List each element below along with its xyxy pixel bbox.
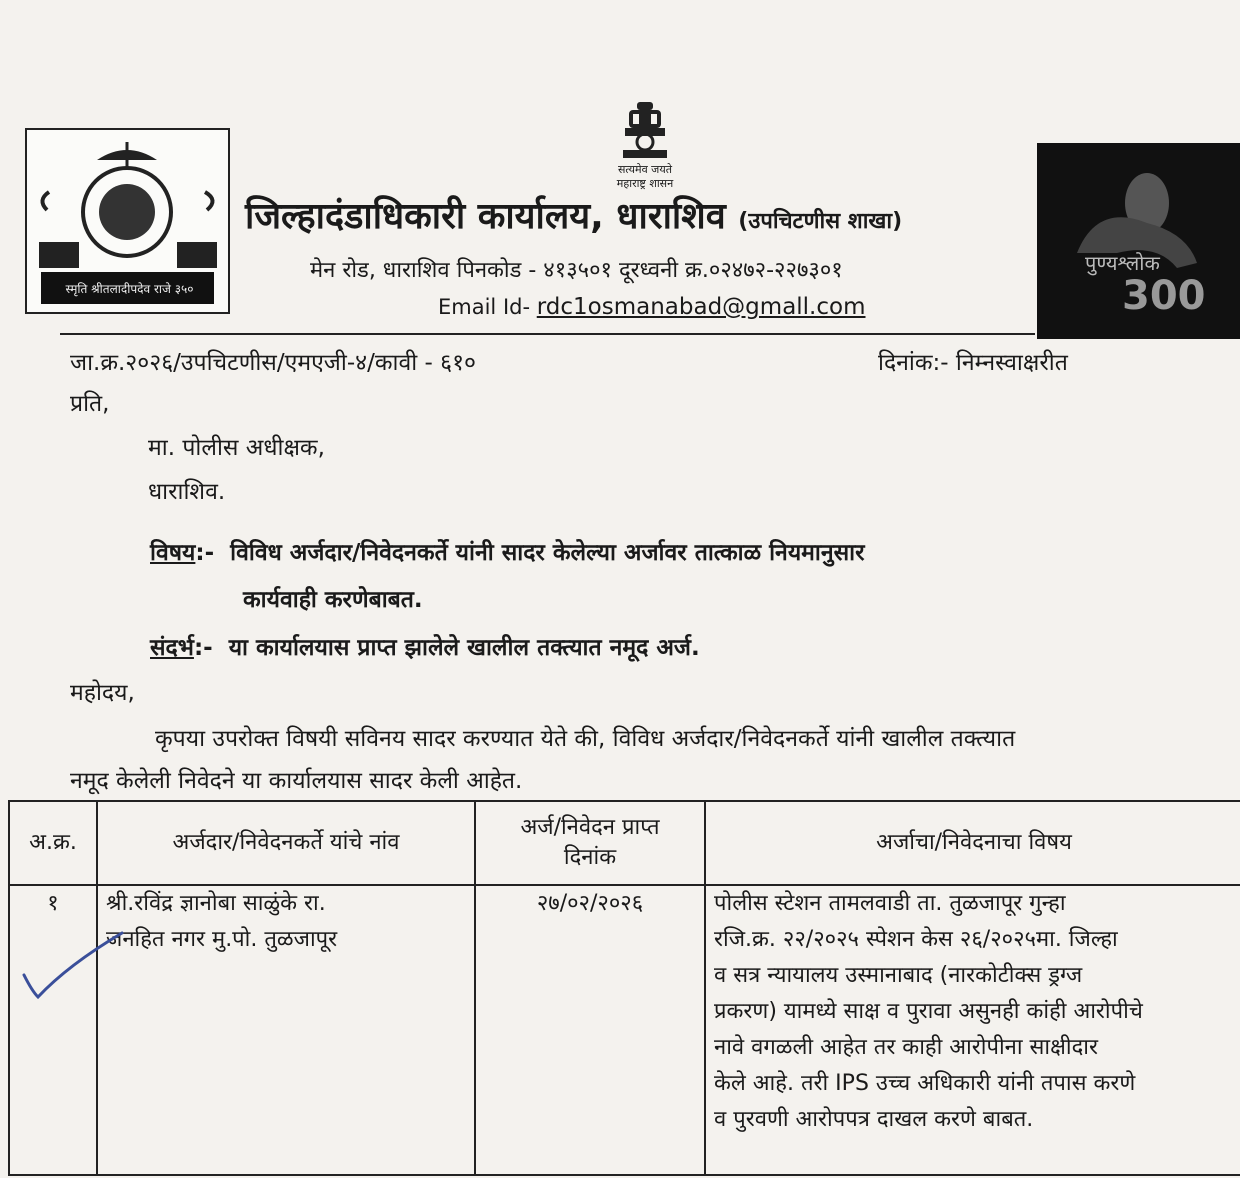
- cell-subject-line: रजि.क्र. २२/२०२५ स्पेशन केस २६/२०२५मा. जिल्हा: [714, 927, 1118, 952]
- header-date-line1: अर्ज/निवेदन प्राप्त: [520, 815, 660, 840]
- to-label: प्रति,: [70, 391, 110, 417]
- cell-subject-line: व सत्र न्यायालय उस्मानाबाद (नारकोटीक्स ड्रग्ज: [714, 963, 1083, 988]
- cell-subject: [705, 885, 1240, 1175]
- national-emblem: [600, 100, 690, 190]
- cell-name: [97, 885, 475, 1175]
- header-name: अर्जदार/निवेदनकर्ते यांचे नांव: [97, 801, 475, 885]
- cell-date: २७/०२/२०२६: [475, 885, 705, 1175]
- subject-label: विषय: [150, 540, 196, 566]
- subject: [150, 535, 865, 567]
- commemorative-logo: [1037, 143, 1240, 339]
- office-branch: (उपचिटणीस शाखा): [738, 209, 903, 234]
- subject-text-cont: कार्यवाही करणेबाबत.: [243, 587, 423, 613]
- district-logo: [25, 128, 230, 314]
- email-link[interactable]: rdc1osmanabad@gmall.com: [536, 294, 866, 320]
- cell-name-line1: श्री.रविंद्र ज्ञानोबा साळुंके रा.: [106, 891, 326, 916]
- reference-label: संदर्भ: [150, 635, 194, 661]
- emblem-motto: सत्यमेव जयते: [617, 163, 672, 176]
- cell-subject-line: केले आहे. तरी IPS उच्च अधिकारी यांनी तपास करणे: [714, 1071, 1136, 1096]
- email-label: Email Id-: [438, 295, 531, 319]
- office-email: [438, 294, 866, 320]
- reference-number: जा.क्र.२०२६/उपचिटणीस/एमएजी-४/कावी - ६१०: [70, 350, 476, 376]
- cell-sr: १: [9, 885, 97, 1175]
- district-logo-caption: स्मृति श्रीतलादीपदेव राजे ३५०: [65, 282, 194, 296]
- header-date: [475, 801, 705, 885]
- table-header-row: [9, 801, 1240, 885]
- commemorative-logo-text: पुण्यश्लोक: [1085, 251, 1160, 275]
- header-sr: अ.क्र.: [9, 801, 97, 885]
- recipient-place: धाराशिव.: [148, 479, 226, 505]
- cell-subject-line: प्रकरण) यामध्ये साक्ष व पुरावा असुनही कांही आरोपीचे: [714, 999, 1143, 1024]
- subject-separator: :-: [195, 540, 215, 566]
- body-paragraph: कृपया उपरोक्त विषयी सविनय सादर करण्यात येते की, विविध अर्जदार/निवेदनकर्ते यांनी खालील तक्त्यात: [155, 726, 1016, 752]
- header-divider: [60, 333, 1035, 335]
- table-row: [9, 885, 1240, 1175]
- lion-capital-icon: [615, 100, 675, 162]
- office-name: [245, 190, 902, 239]
- emblem-state: महाराष्ट्र शासन: [616, 177, 674, 190]
- reference-text: या कार्यालयास प्राप्त झालेले खालील तक्त्यात नमूद अर्ज.: [228, 635, 700, 661]
- salutation: महोदय,: [70, 680, 135, 706]
- commemorative-logo-number: 300: [1122, 273, 1206, 319]
- cell-name-line2: जनहित नगर मु.पो. तुळजापूर: [106, 927, 338, 952]
- cell-subject-line: नावे वगळली आहेत तर काही आरोपीना साक्षीदार: [714, 1035, 1098, 1060]
- cell-subject-line: पोलीस स्टेशन तामलवाडी ता. तुळजापूर गुन्हा: [714, 891, 1066, 916]
- reference-separator: :-: [193, 635, 213, 661]
- recipient-title: मा. पोलीस अधीक्षक,: [148, 435, 325, 461]
- letter-date: दिनांक:- निम्नस्वाक्षरीत: [878, 350, 1068, 376]
- header-date-line2: दिनांक: [563, 845, 617, 870]
- header-subject: अर्जाचा/निवेदनाचा विषय: [705, 801, 1240, 885]
- applications-table: [8, 800, 1240, 1176]
- pen-checkmark-icon: [18, 925, 128, 1005]
- subject-text: विविध अर्जदार/निवेदनकर्ते यांनी सादर केलेल्या अर्जावर तात्काळ नियमानुसार: [230, 540, 865, 566]
- body-paragraph-cont: नमूद केलेली निवेदने या कार्यालयास सादर केली आहेत.: [70, 768, 523, 794]
- office-address: मेन रोड, धाराशिव पिनकोड - ४१३५०१ दूरध्वनी क्र.०२४७२-२२७३०१: [310, 258, 843, 283]
- office-name-text: जिल्हादंडाधिकारी कार्यालय, धाराशिव: [245, 196, 726, 237]
- reference: [150, 630, 700, 662]
- cell-subject-line: व पुरवणी आरोपपत्र दाखल करणे बाबत.: [714, 1107, 1034, 1132]
